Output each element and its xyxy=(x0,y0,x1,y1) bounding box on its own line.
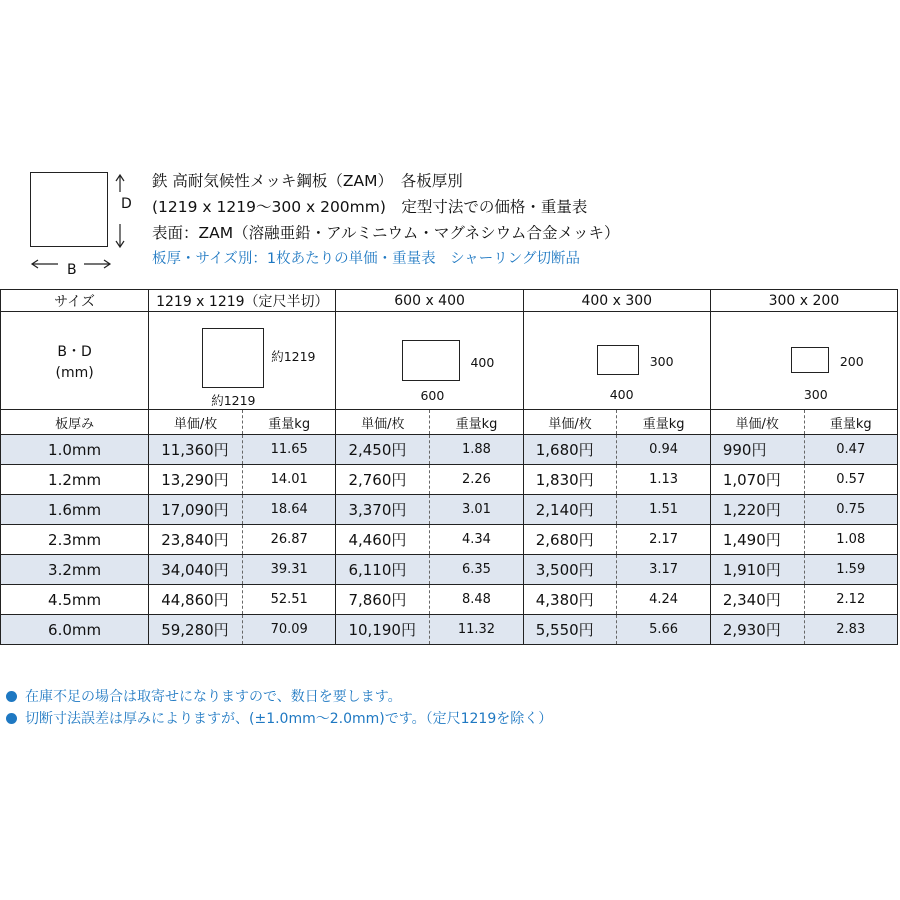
weight-cell: 26.87 xyxy=(242,525,336,555)
title-line-2: (1219 x 1219〜300 x 200mm) 定型寸法での価格・重量表 xyxy=(152,198,588,216)
price-cell: 2,760円 xyxy=(336,465,430,495)
diagram-600x400 xyxy=(336,312,523,410)
weight-header: 重量kg xyxy=(242,410,336,435)
weight-cell: 6.35 xyxy=(430,555,524,585)
diagram-600x400-height: 400 xyxy=(470,355,495,370)
sheet-shape-400x300 xyxy=(597,345,639,375)
sheet-diagram xyxy=(30,172,108,247)
diagram-400x300 xyxy=(523,312,710,410)
unit-price-header: 単価/枚 xyxy=(710,410,804,435)
weight-cell: 4.34 xyxy=(430,525,524,555)
thickness-cell: 4.5mm xyxy=(1,585,149,615)
diagram-300x200 xyxy=(710,312,897,410)
diagram-400x300-height: 300 xyxy=(649,354,674,369)
weight-cell: 0.94 xyxy=(617,435,710,465)
price-cell: 4,380円 xyxy=(523,585,617,615)
price-cell: 1,680円 xyxy=(523,435,617,465)
d-dimension-label: D xyxy=(121,196,132,212)
size-header: サイズ xyxy=(1,290,149,312)
price-cell: 2,680円 xyxy=(523,525,617,555)
table-row xyxy=(1,585,898,615)
weight-cell: 2.83 xyxy=(804,615,898,645)
diagram-300x200-height: 200 xyxy=(839,354,864,369)
weight-cell: 1.59 xyxy=(804,555,898,585)
size-title-1219: 1219 x 1219（定尺半切） xyxy=(149,290,336,312)
table-row xyxy=(1,555,898,585)
size-title-400x300: 400 x 300 xyxy=(523,290,710,312)
note-text: 在庫不足の場合は取寄せになりますので、数日を要します。 xyxy=(25,689,402,705)
price-cell: 44,860円 xyxy=(149,585,243,615)
diagram-400x300-width: 400 xyxy=(609,387,634,402)
bullet-icon xyxy=(6,691,17,702)
weight-cell: 1.51 xyxy=(617,495,710,525)
thickness-cell: 1.2mm xyxy=(1,465,149,495)
unit-price-header: 単価/枚 xyxy=(336,410,430,435)
price-cell: 2,450円 xyxy=(336,435,430,465)
table-body xyxy=(1,435,898,645)
sheet-shape-300x200 xyxy=(791,347,829,373)
price-cell: 2,340円 xyxy=(710,585,804,615)
weight-cell: 2.26 xyxy=(430,465,524,495)
diagram-1219 xyxy=(149,312,336,410)
title-block xyxy=(152,168,620,272)
weight-cell: 3.17 xyxy=(617,555,710,585)
thickness-cell: 3.2mm xyxy=(1,555,149,585)
price-cell: 10,190円 xyxy=(336,615,430,645)
price-cell: 4,460円 xyxy=(336,525,430,555)
weight-cell: 3.01 xyxy=(430,495,524,525)
thickness-cell: 2.3mm xyxy=(1,525,149,555)
price-cell: 1,220円 xyxy=(710,495,804,525)
weight-cell: 14.01 xyxy=(242,465,336,495)
weight-cell: 0.75 xyxy=(804,495,898,525)
weight-cell: 18.64 xyxy=(242,495,336,525)
weight-cell: 11.32 xyxy=(430,615,524,645)
diagram-1219-width: 約1219 xyxy=(211,393,256,408)
weight-header: 重量kg xyxy=(617,410,710,435)
title-line-4: 板厚・サイズ別：1枚あたりの単価・重量表 シャーリング切断品 xyxy=(152,251,580,267)
weight-cell: 1.08 xyxy=(804,525,898,555)
weight-cell: 39.31 xyxy=(242,555,336,585)
price-cell: 990円 xyxy=(710,435,804,465)
price-cell: 2,140円 xyxy=(523,495,617,525)
notes xyxy=(6,686,552,730)
price-cell: 17,090円 xyxy=(149,495,243,525)
diagram-600x400-width: 600 xyxy=(420,388,445,403)
thickness-cell: 6.0mm xyxy=(1,615,149,645)
weight-cell: 4.24 xyxy=(617,585,710,615)
weight-cell: 5.66 xyxy=(617,615,710,645)
thickness-cell: 1.0mm xyxy=(1,435,149,465)
price-cell: 11,360円 xyxy=(149,435,243,465)
bullet-icon xyxy=(6,713,17,724)
price-cell: 13,290円 xyxy=(149,465,243,495)
weight-cell: 52.51 xyxy=(242,585,336,615)
price-cell: 1,490円 xyxy=(710,525,804,555)
size-title-300x200: 300 x 200 xyxy=(710,290,897,312)
price-cell: 23,840円 xyxy=(149,525,243,555)
weight-cell: 0.57 xyxy=(804,465,898,495)
price-cell: 34,040円 xyxy=(149,555,243,585)
sheet-shape-1219 xyxy=(202,328,264,388)
title-line-1: 鉄 高耐気候性メッキ鋼板（ZAM） 各板厚別 xyxy=(152,172,463,190)
table-row xyxy=(1,465,898,495)
weight-cell: 8.48 xyxy=(430,585,524,615)
weight-cell: 1.88 xyxy=(430,435,524,465)
weight-cell: 70.09 xyxy=(242,615,336,645)
table-row xyxy=(1,615,898,645)
price-cell: 1,830円 xyxy=(523,465,617,495)
price-cell: 6,110円 xyxy=(336,555,430,585)
price-cell: 3,370円 xyxy=(336,495,430,525)
bd-header xyxy=(1,312,149,410)
weight-header: 重量kg xyxy=(804,410,898,435)
price-cell: 59,280円 xyxy=(149,615,243,645)
note-text: 切断寸法誤差は厚みによりますが、(±1.0mm〜2.0mm)です。（定尺1219を除く） xyxy=(25,711,553,727)
weight-cell: 2.17 xyxy=(617,525,710,555)
b-dimension-label: B xyxy=(64,262,80,278)
weight-cell: 11.65 xyxy=(242,435,336,465)
weight-cell: 2.12 xyxy=(804,585,898,615)
price-cell: 3,500円 xyxy=(523,555,617,585)
table-row xyxy=(1,435,898,465)
diagram-1219-height: 約1219 xyxy=(271,349,316,364)
weight-cell: 0.47 xyxy=(804,435,898,465)
bd-label: B・D xyxy=(57,343,92,360)
size-title-600x400: 600 x 400 xyxy=(336,290,523,312)
diagram-300x200-width: 300 xyxy=(803,387,828,402)
title-line-3: 表面：ZAM（溶融亜鉛・アルミニウム・マグネシウム合金メッキ） xyxy=(152,224,620,242)
price-cell: 1,070円 xyxy=(710,465,804,495)
mm-label: (mm) xyxy=(55,364,94,381)
note-item xyxy=(6,708,552,730)
weight-header: 重量kg xyxy=(430,410,524,435)
price-weight-table xyxy=(0,289,898,645)
thickness-header: 板厚み xyxy=(1,410,149,435)
price-cell: 7,860円 xyxy=(336,585,430,615)
unit-price-header: 単価/枚 xyxy=(149,410,243,435)
table-row xyxy=(1,525,898,555)
sheet-shape-600x400 xyxy=(402,340,460,381)
note-item xyxy=(6,686,552,708)
weight-cell: 1.13 xyxy=(617,465,710,495)
thickness-cell: 1.6mm xyxy=(1,495,149,525)
unit-price-header: 単価/枚 xyxy=(523,410,617,435)
table-row xyxy=(1,495,898,525)
price-cell: 2,930円 xyxy=(710,615,804,645)
price-cell: 5,550円 xyxy=(523,615,617,645)
price-cell: 1,910円 xyxy=(710,555,804,585)
